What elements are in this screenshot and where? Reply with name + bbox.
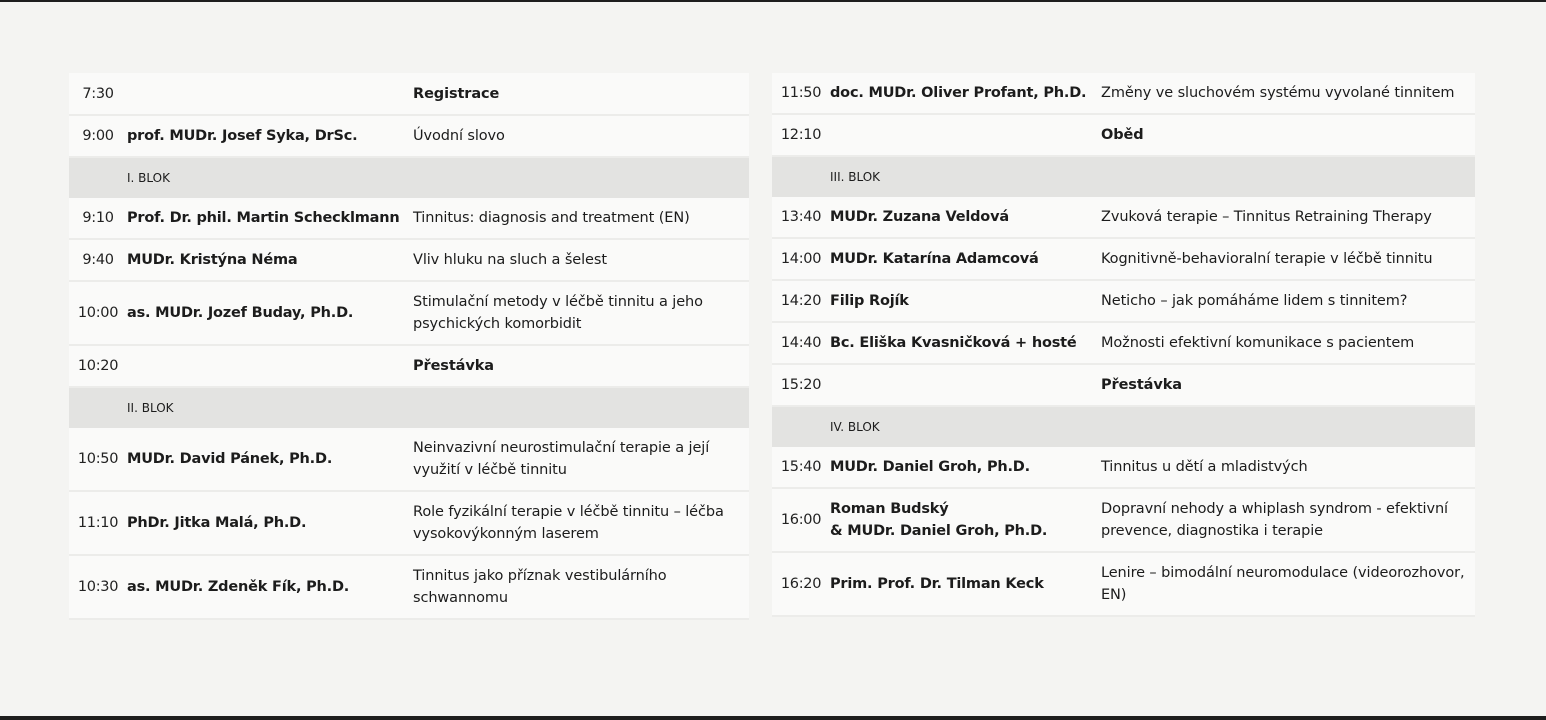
- session-time: 9:00: [82, 128, 114, 144]
- session-time: 15:40: [780, 459, 822, 475]
- bottom-border: [0, 716, 1546, 720]
- schedule-row: [69, 198, 749, 240]
- speaker-name: PhDr. Jitka Malá, Ph.D.: [127, 515, 307, 531]
- session-time: 16:20: [780, 576, 822, 592]
- session-time: 11:10: [77, 515, 119, 531]
- schedule-row: [772, 323, 1475, 365]
- session-time: 10:30: [77, 579, 119, 595]
- schedule-row: [69, 346, 749, 388]
- session-topic: Neticho – jak pomáháme lidem s tinnitem?: [1101, 293, 1408, 309]
- session-topic: Registrace: [413, 85, 500, 102]
- session-time: 9:10: [82, 210, 114, 226]
- speaker-name: Prim. Prof. Dr. Tilman Keck: [830, 576, 1044, 592]
- session-topic: Přestávka: [413, 358, 494, 374]
- block-label: IV. BLOK: [830, 420, 880, 434]
- session-time: 15:20: [780, 377, 822, 393]
- speaker-name: MUDr. Daniel Groh, Ph.D.: [830, 459, 1030, 475]
- speaker-name: doc. MUDr. Oliver Profant, Ph.D.: [830, 85, 1087, 101]
- schedule-column-left: [69, 73, 749, 620]
- schedule-row: [69, 556, 749, 620]
- speaker-name: Bc. Eliška Kvasničková + hosté: [830, 335, 1077, 351]
- session-time: 12:10: [780, 127, 822, 143]
- session-time: 7:30: [82, 85, 114, 102]
- block-label: III. BLOK: [830, 170, 881, 184]
- session-topic: Tinnitus: diagnosis and treatment (EN): [413, 210, 690, 226]
- session-topic: Lenire – bimodální neuromodulace (videorozhovor, EN): [1101, 565, 1465, 603]
- session-time: 11:50: [780, 85, 822, 101]
- session-topic: Přestávka: [1101, 377, 1182, 393]
- session-topic: Úvodní slovo: [413, 128, 505, 144]
- schedule-row: [772, 553, 1475, 617]
- speaker-name: Roman Budský & MUDr. Daniel Groh, Ph.D.: [830, 501, 1048, 539]
- speaker-name: prof. MUDr. Josef Syka, DrSc.: [127, 128, 358, 144]
- session-time: 14:40: [780, 335, 822, 351]
- speaker-name: MUDr. Katarína Adamcová: [830, 251, 1039, 267]
- speaker-name: as. MUDr. Jozef Buday, Ph.D.: [127, 305, 354, 321]
- schedule-row: [69, 240, 749, 282]
- session-topic: Změny ve sluchovém systému vyvolané tinnitem: [1101, 85, 1455, 101]
- schedule-row: [772, 73, 1475, 115]
- speaker-name: MUDr. Kristýna Néma: [127, 252, 298, 268]
- schedule-column-right: [772, 73, 1475, 617]
- session-time: 10:00: [77, 305, 119, 321]
- session-topic: Kognitivně-behavioralní terapie v léčbě tinnitu: [1101, 251, 1433, 267]
- session-time: 16:00: [780, 512, 822, 528]
- session-topic: Dopravní nehody a whiplash syndrom - efektivní prevence, diagnostika i terapie: [1101, 501, 1448, 539]
- block-header-row: [772, 407, 1475, 447]
- session-time: 10:50: [77, 451, 119, 467]
- block-label: I. BLOK: [127, 171, 170, 185]
- schedule-row: [69, 73, 749, 116]
- speaker-name: as. MUDr. Zdeněk Fík, Ph.D.: [127, 579, 350, 595]
- session-topic: Vliv hluku na sluch a šelest: [413, 252, 607, 268]
- session-time: 9:40: [82, 252, 114, 268]
- session-time: 13:40: [780, 209, 822, 225]
- session-topic: Role fyzikální terapie v léčbě tinnitu – léčba vysokovýkonným laserem: [413, 504, 724, 542]
- schedule-row: [69, 116, 749, 158]
- speaker-name: Filip Rojík: [830, 293, 909, 309]
- block-header-row: [69, 158, 749, 198]
- session-topic: Možnosti efektivní komunikace s pacientem: [1101, 335, 1415, 351]
- schedule-row: [772, 489, 1475, 553]
- session-topic: Oběd: [1101, 127, 1144, 143]
- schedule-row: [772, 281, 1475, 323]
- block-header-row: [69, 388, 749, 428]
- block-label: II. BLOK: [127, 401, 174, 415]
- speaker-name: MUDr. Zuzana Veldová: [830, 209, 1009, 225]
- schedule-row: [69, 282, 749, 346]
- session-time: 10:20: [77, 358, 119, 374]
- schedule-row: [772, 115, 1475, 157]
- schedule-row: [772, 365, 1475, 407]
- speaker-name: MUDr. David Pánek, Ph.D.: [127, 451, 333, 467]
- block-header-row: [772, 157, 1475, 197]
- top-border: [0, 0, 1546, 2]
- session-topic: Tinnitus u dětí a mladistvých: [1101, 459, 1308, 475]
- schedule-row: [69, 428, 749, 492]
- speaker-name: Prof. Dr. phil. Martin Schecklmann: [127, 210, 400, 226]
- schedule-row: [772, 239, 1475, 281]
- schedule-row: [69, 492, 749, 556]
- session-topic: Stimulační metody v léčbě tinnitu a jeho psychických komorbidit: [413, 294, 703, 332]
- schedule-row: [772, 197, 1475, 239]
- session-topic: Zvuková terapie – Tinnitus Retraining Therapy: [1101, 209, 1432, 225]
- session-topic: Tinnitus jako příznak vestibulárního schwannomu: [413, 568, 667, 606]
- session-time: 14:20: [780, 293, 822, 309]
- session-time: 14:00: [780, 251, 822, 267]
- schedule-row: [772, 447, 1475, 489]
- session-topic: Neinvazivní neurostimulační terapie a její využití v léčbě tinnitu: [413, 440, 710, 478]
